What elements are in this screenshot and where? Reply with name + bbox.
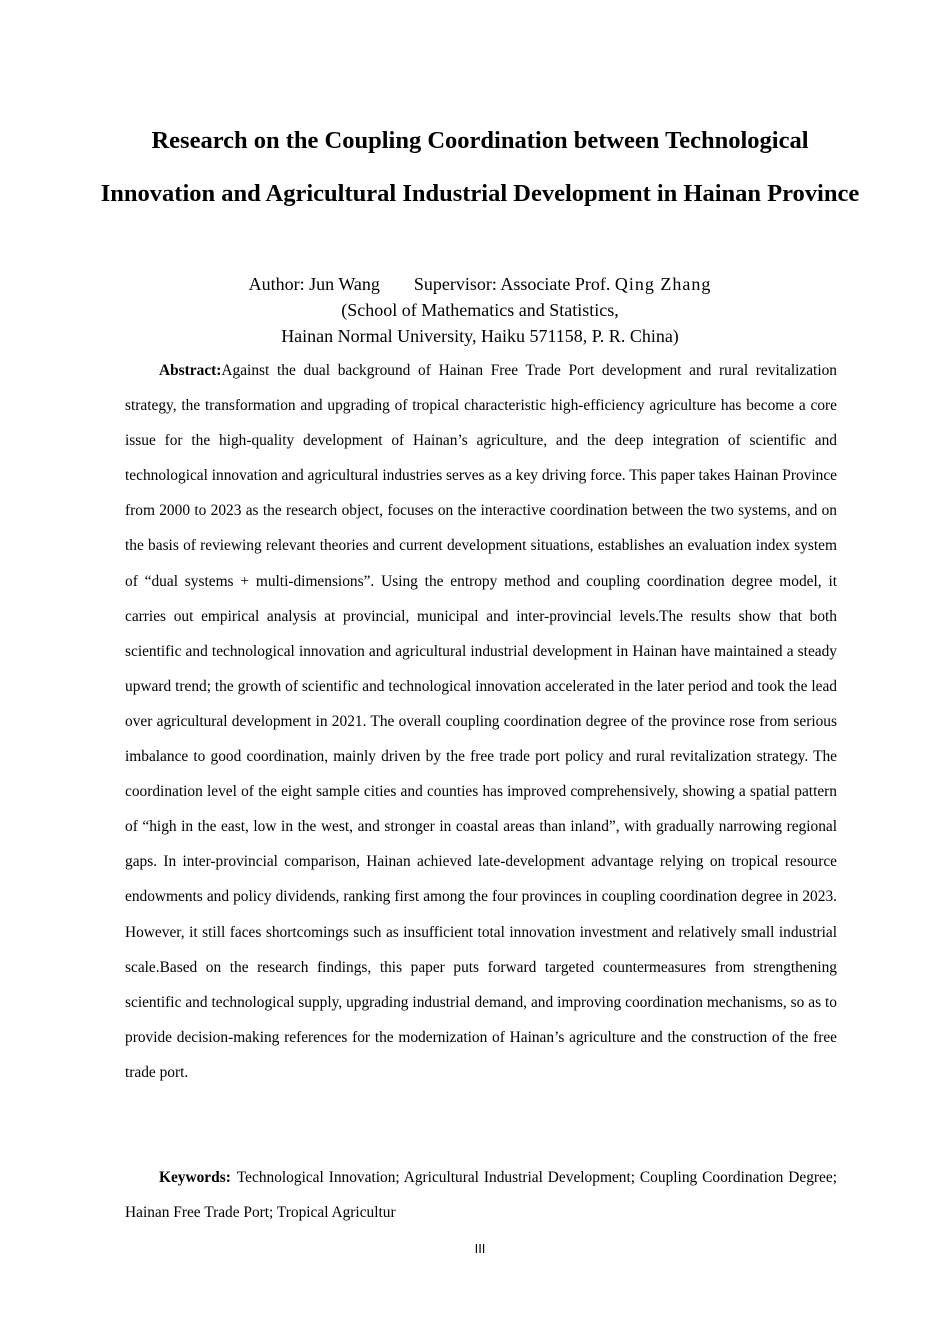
author-name: Author: Jun Wang: [248, 274, 380, 294]
paper-title: Research on the Coupling Coordination between Technological Innovation and Agricultural Industrial Development in Hainan Province: [100, 127, 860, 207]
supervisor-name: Qing Zhang: [614, 274, 712, 294]
page-number: III: [474, 1241, 486, 1256]
abstract-label: Abstract:: [159, 362, 222, 379]
author-line: [100, 271, 860, 297]
author-block: [100, 271, 860, 349]
abstract-paragraph: [125, 353, 837, 1090]
keywords-text: Technological Innovation; Agricultural Industrial Development; Coupling Coordination Degree; Hainan Free Trade Port; Tropical Agricultur: [125, 1169, 837, 1222]
abstract-text: Against the dual background of Hainan Free Trade Port development and rural revitalization strategy, the transformation and upgrading of tropical characteristic high-efficiency agriculture has become a core issue for the high-quality development of Hainan’s agriculture, and the deep integration of scientific and technological innovation and agricultural industries serves as a key driving force. This paper takes Hainan Province from 2000 to 2023 as the research object, focuses on the interactive coordination between the two systems, and on the basis of reviewing relevant theories and current development situations, establishes an evaluation index system of “dual systems + multi-dimensions”. Using the entropy method and coupling coordination degree model, it carries out empirical analysis at provincial, municipal and inter-provincial levels.The results show that both scientific and technological innovation and agricultural industrial development in Hainan have maintained a steady upward trend; the growth of scientific and technological innovation accelerated in the later period and took the lead over agricultural development in 2021. The overall coupling coordination degree of the province rose from serious imbalance to good coordination, mainly driven by the free trade port policy and rural revitalization strategy. The coordination level of the eight sample cities and counties has improved comprehensively, showing a spatial pattern of “high in the east, low in the west, and stronger in coastal areas than inland”, with gradually narrowing regional gaps. In inter-provincial comparison, Hainan achieved late-development advantage relying on tropical resource endowments and policy dividends, ranking first among the four provinces in coupling coordination degree in 2023. However, it still faces shortcomings such as insufficient total innovation investment and relatively small industrial scale.Based on the research findings, this paper puts forward targeted countermeasures from strengthening scientific and technological supply, upgrading industrial demand, and improving coordination mechanisms, so as to provide decision-making references for the modernization of Hainan’s agriculture and the construction of the free trade port.: [125, 362, 837, 1081]
supervisor-prefix: Supervisor: Associate Prof.: [413, 274, 611, 294]
keywords-paragraph: [125, 1160, 837, 1230]
affiliation-line-1: (School of Mathematics and Statistics,: [341, 300, 619, 320]
affiliation-line-2: Hainan Normal University, Haiku 571158, P. R. China): [281, 326, 679, 346]
keywords-label: Keywords:: [159, 1169, 231, 1186]
